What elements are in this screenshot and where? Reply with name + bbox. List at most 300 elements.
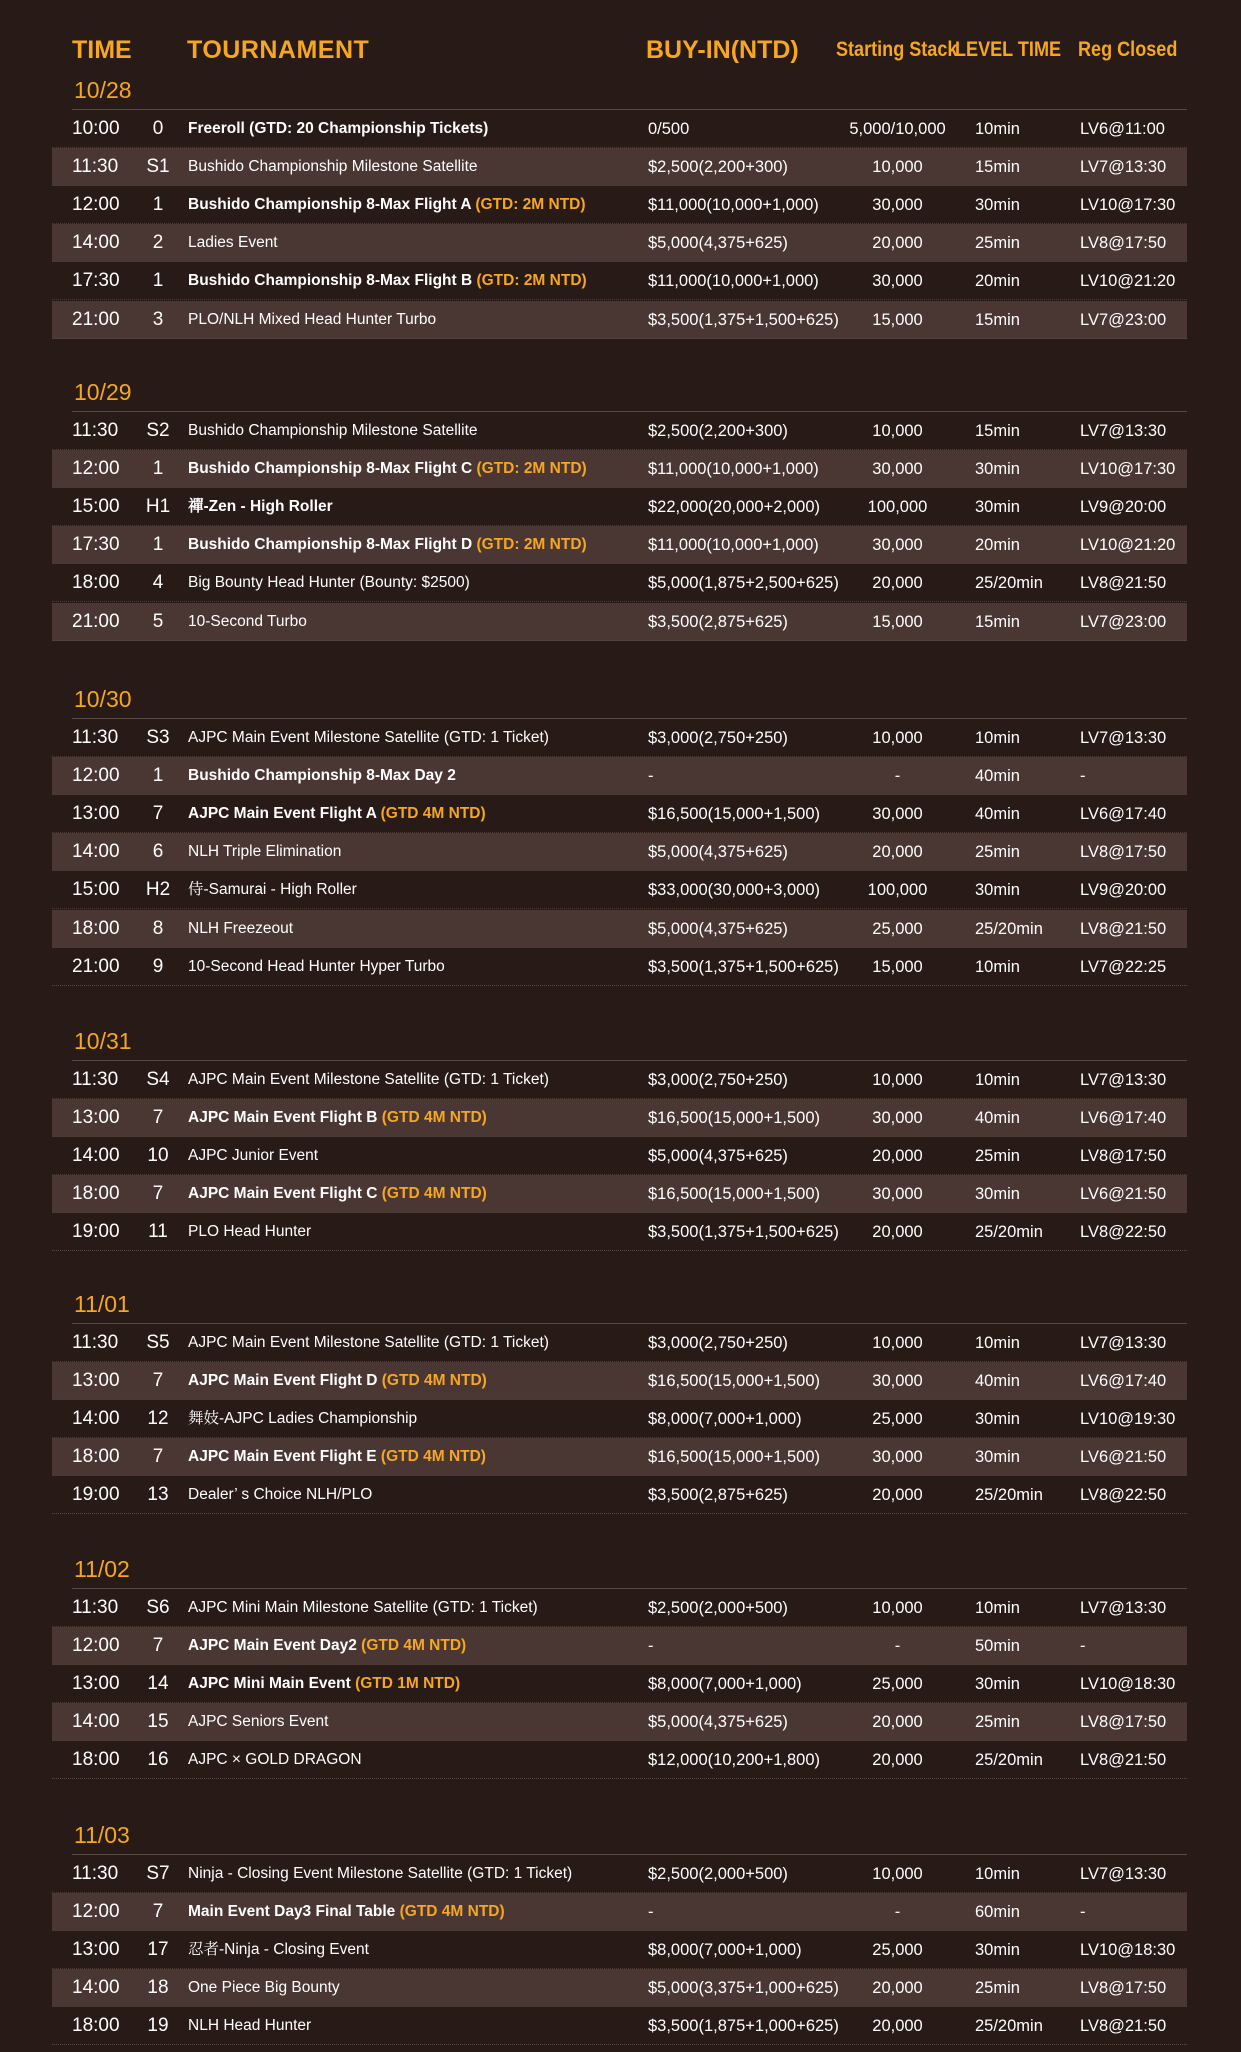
starting-stack: 30,000 — [872, 196, 923, 215]
event-number: 7 — [152, 1370, 164, 1392]
event-name — [188, 1099, 487, 1137]
level-time: 10min — [975, 1071, 1020, 1089]
starting-stack: 20,000 — [872, 1751, 923, 1770]
reg-closed: LV6@11:00 — [1080, 120, 1165, 138]
reg-closed: LV6@17:40 — [1080, 1372, 1167, 1391]
table-row — [52, 1362, 1187, 1400]
buy-in: $16,500(15,000+1,500) — [648, 1372, 821, 1391]
buy-in: $5,000(4,375+625) — [648, 843, 788, 862]
level-time: 20min — [975, 272, 1020, 291]
event-title: One Piece Big Bounty — [188, 1979, 340, 1997]
guarantee-label: (GTD: 2M NTD) — [476, 272, 587, 290]
event-title: Bushido Championship 8-Max Day 2 — [188, 767, 456, 785]
table-row — [52, 412, 1187, 450]
event-time: 18:00 — [72, 1183, 120, 1205]
event-time: 14:00 — [72, 1145, 120, 1167]
event-name — [188, 526, 587, 564]
starting-stack: 20,000 — [872, 2017, 923, 2036]
event-title: AJPC Main Event Milestone Satellite (GTD: 1 Ticket) — [188, 1334, 549, 1351]
table-row — [52, 224, 1187, 262]
event-number: 13 — [147, 1484, 169, 1506]
event-title: AJPC Mini Main Event — [188, 1675, 356, 1693]
event-name — [188, 1137, 318, 1175]
event-name — [188, 603, 307, 641]
table-row — [52, 757, 1187, 795]
table-row — [52, 1931, 1187, 1969]
starting-stack: 30,000 — [872, 1372, 923, 1391]
header-starting-stack: Starting Stack — [836, 38, 958, 61]
event-time: 14:00 — [72, 1711, 120, 1733]
event-title: Bushido Championship Milestone Satellite — [188, 422, 478, 439]
event-time: 19:00 — [72, 1484, 120, 1506]
guarantee-label: (GTD 4M NTD) — [380, 805, 486, 823]
event-number: 4 — [152, 572, 164, 594]
event-name — [188, 1362, 487, 1400]
event-name — [188, 564, 470, 602]
event-title: AJPC Main Event Milestone Satellite (GTD: 1 Ticket) — [188, 729, 549, 746]
level-time: 25/20min — [975, 1223, 1043, 1242]
event-title: 10-Second Turbo — [188, 612, 307, 630]
table-row — [52, 948, 1187, 986]
level-time: 10min — [975, 729, 1020, 747]
starting-stack: 10,000 — [872, 729, 923, 747]
event-name — [188, 1627, 466, 1665]
buy-in: $3,500(1,875+1,000+625) — [648, 2017, 839, 2036]
starting-stack: - — [894, 1637, 901, 1656]
table-row — [52, 301, 1187, 339]
starting-stack: 100,000 — [867, 498, 928, 517]
level-time: 15min — [975, 422, 1020, 440]
level-time: 25min — [975, 843, 1020, 862]
starting-stack: 25,000 — [872, 1941, 923, 1960]
buy-in: $3,500(2,875+625) — [648, 612, 788, 631]
event-number: 1 — [152, 765, 164, 787]
starting-stack: 20,000 — [872, 1713, 923, 1732]
guarantee-label: (GTD: 2M NTD) — [475, 196, 586, 214]
event-time: 12:00 — [72, 1901, 120, 1923]
date-heading: 11/02 — [72, 1551, 1187, 1589]
event-title: AJPC Main Event Flight A — [188, 805, 381, 823]
event-time: 12:00 — [72, 1635, 120, 1657]
buy-in: $16,500(15,000+1,500) — [648, 1185, 821, 1204]
reg-closed: LV10@18:30 — [1080, 1675, 1176, 1694]
event-number: S3 — [146, 727, 170, 748]
reg-closed: LV9@20:00 — [1080, 498, 1167, 517]
event-name — [188, 412, 478, 450]
event-time: 11:30 — [72, 727, 119, 748]
buy-in: 0/500 — [648, 120, 690, 138]
table-row — [52, 1665, 1187, 1703]
starting-stack: 20,000 — [872, 843, 923, 862]
event-number: 7 — [152, 1183, 164, 1205]
level-time: 25min — [975, 1713, 1020, 1732]
buy-in: - — [648, 1637, 654, 1656]
event-name — [188, 1476, 372, 1514]
event-number: 6 — [152, 841, 164, 863]
event-time: 11:30 — [72, 1069, 119, 1090]
reg-closed: LV10@19:30 — [1080, 1410, 1176, 1429]
starting-stack: 10,000 — [872, 1071, 923, 1089]
header-reg-closed: Reg Closed — [1078, 38, 1178, 61]
guarantee-label: (GTD: 2M NTD) — [476, 460, 587, 478]
level-time: 50min — [975, 1637, 1020, 1656]
event-time: 13:00 — [72, 1673, 120, 1695]
event-number: 7 — [152, 1901, 164, 1923]
event-title: 禪-Zen - High Roller — [188, 498, 333, 516]
event-title: AJPC Mini Main Milestone Satellite (GTD: 1 Ticket) — [188, 1599, 538, 1616]
event-number: 12 — [147, 1408, 169, 1430]
level-time: 30min — [975, 1675, 1020, 1694]
guarantee-label: (GTD 4M NTD) — [381, 1109, 487, 1127]
table-row — [52, 1099, 1187, 1137]
starting-stack: - — [894, 1903, 901, 1922]
starting-stack: 10,000 — [872, 158, 923, 177]
event-title: 10-Second Head Hunter Hyper Turbo — [188, 957, 445, 975]
reg-closed: LV8@22:50 — [1080, 1223, 1167, 1242]
buy-in: $33,000(30,000+3,000) — [648, 881, 821, 900]
event-time: 11:30 — [72, 156, 119, 178]
event-name — [188, 186, 586, 224]
level-time: 25/20min — [975, 574, 1043, 593]
event-title: Bushido Championship 8-Max Flight D — [188, 536, 477, 554]
event-number: 11 — [148, 1221, 168, 1243]
event-title: Freeroll (GTD: 20 Championship Tickets) — [188, 120, 489, 137]
header-buyin: BUY-IN(NTD) — [646, 36, 799, 64]
event-time: 12:00 — [72, 765, 120, 787]
starting-stack: 100,000 — [867, 881, 928, 900]
header-level-time: LEVEL TIME — [955, 38, 1062, 61]
date-heading: 11/01 — [72, 1286, 1187, 1324]
reg-closed: LV9@20:00 — [1080, 881, 1167, 900]
event-name — [188, 948, 445, 986]
level-time: 10min — [975, 120, 1020, 138]
event-title: Bushido Championship 8-Max Flight B — [188, 272, 477, 290]
event-number: 19 — [147, 2015, 169, 2037]
level-time: 40min — [975, 1109, 1020, 1128]
event-name — [188, 1589, 538, 1627]
level-time: 30min — [975, 498, 1020, 517]
buy-in: $3,500(1,375+1,500+625) — [648, 957, 839, 976]
event-time: 18:00 — [72, 572, 120, 594]
reg-closed: LV6@21:50 — [1080, 1448, 1167, 1467]
event-time: 18:00 — [72, 917, 120, 939]
buy-in: $5,000(1,875+2,500+625) — [648, 574, 839, 593]
table-row — [52, 1969, 1187, 2007]
level-time: 15min — [975, 612, 1020, 631]
event-name — [188, 833, 341, 871]
table-row — [52, 1893, 1187, 1931]
table-row — [52, 1741, 1187, 1779]
buy-in: $5,000(4,375+625) — [648, 234, 788, 253]
event-title: Bushido Championship 8-Max Flight A — [188, 196, 476, 214]
event-name — [188, 1931, 369, 1969]
table-row — [52, 833, 1187, 871]
starting-stack: 25,000 — [872, 1410, 923, 1429]
buy-in: $8,000(7,000+1,000) — [648, 1675, 802, 1694]
reg-closed: LV8@21:50 — [1080, 919, 1167, 938]
level-time: 30min — [975, 1185, 1020, 1204]
table-row — [52, 526, 1187, 564]
guarantee-label: (GTD 4M NTD) — [361, 1637, 467, 1655]
table-row — [52, 450, 1187, 488]
reg-closed: LV10@18:30 — [1080, 1941, 1176, 1960]
level-time: 20min — [975, 536, 1020, 555]
event-name — [188, 719, 549, 757]
reg-closed: LV8@21:50 — [1080, 2017, 1167, 2036]
date-heading: 10/29 — [72, 374, 1187, 412]
reg-closed: LV8@21:50 — [1080, 574, 1167, 593]
event-name — [188, 757, 456, 795]
event-title: AJPC Main Event Milestone Satellite (GTD: 1 Ticket) — [188, 1071, 549, 1088]
buy-in: $8,000(7,000+1,000) — [648, 1941, 802, 1960]
reg-closed: LV8@21:50 — [1080, 1751, 1167, 1770]
event-name — [188, 1741, 362, 1779]
guarantee-label: (GTD: 2M NTD) — [476, 536, 587, 554]
event-title: AJPC Seniors Event — [188, 1713, 329, 1731]
table-row — [52, 1175, 1187, 1213]
table-row — [52, 148, 1187, 186]
reg-closed: LV8@17:50 — [1080, 1713, 1167, 1732]
buy-in: $3,500(1,375+1,500+625) — [648, 1223, 839, 1242]
level-time: 25/20min — [975, 1751, 1043, 1770]
starting-stack: 15,000 — [872, 310, 923, 329]
level-time: 25min — [975, 1147, 1020, 1166]
reg-closed: LV8@17:50 — [1080, 843, 1167, 862]
event-title: AJPC × GOLD DRAGON — [188, 1751, 362, 1769]
event-name — [188, 1665, 460, 1703]
event-title: Bushido Championship Milestone Satellite — [188, 158, 478, 176]
table-row — [52, 1213, 1187, 1251]
event-time: 14:00 — [72, 1977, 120, 1999]
buy-in: $8,000(7,000+1,000) — [648, 1410, 802, 1429]
level-time: 10min — [975, 1334, 1020, 1352]
event-number: 0 — [152, 118, 164, 139]
event-title: Dealer’ s Choice NLH/PLO — [188, 1486, 373, 1504]
reg-closed: LV7@13:30 — [1080, 1865, 1167, 1883]
event-title: AJPC Main Event Flight D — [188, 1372, 382, 1390]
buy-in: $11,000(10,000+1,000) — [648, 460, 819, 479]
event-name — [188, 262, 587, 300]
table-row — [52, 186, 1187, 224]
event-number: S1 — [146, 156, 170, 178]
guarantee-label: (GTD 4M NTD) — [380, 1448, 486, 1466]
reg-closed: LV7@13:30 — [1080, 1599, 1167, 1617]
guarantee-label: (GTD 4M NTD) — [381, 1372, 487, 1390]
level-time: 40min — [975, 767, 1020, 786]
buy-in: $12,000(10,200+1,800) — [648, 1751, 821, 1770]
level-time: 30min — [975, 460, 1020, 479]
buy-in: $16,500(15,000+1,500) — [648, 1448, 821, 1467]
event-number: 15 — [147, 1711, 169, 1733]
buy-in: $16,500(15,000+1,500) — [648, 805, 821, 824]
event-name — [188, 450, 587, 488]
level-time: 25min — [975, 1979, 1020, 1998]
buy-in: $3,000(2,750+250) — [648, 1071, 788, 1089]
starting-stack: 30,000 — [872, 272, 923, 291]
starting-stack: 30,000 — [872, 536, 923, 555]
event-title: Big Bounty Head Hunter (Bounty: $2500) — [188, 574, 470, 592]
event-time: 21:00 — [72, 610, 120, 632]
reg-closed: LV7@23:00 — [1080, 310, 1167, 329]
event-time: 13:00 — [72, 1939, 120, 1961]
event-number: S4 — [146, 1069, 170, 1090]
level-time: 10min — [975, 1865, 1020, 1883]
level-time: 25/20min — [975, 1486, 1043, 1505]
event-title: NLH Head Hunter — [188, 2017, 312, 2035]
event-number: 1 — [152, 534, 164, 556]
event-time: 14:00 — [72, 841, 120, 863]
starting-stack: 30,000 — [872, 460, 923, 479]
event-title: AJPC Main Event Flight E — [188, 1448, 381, 1466]
starting-stack: 20,000 — [872, 1979, 923, 1998]
guarantee-label: (GTD 4M NTD) — [381, 1185, 487, 1203]
event-time: 11:30 — [72, 1332, 119, 1353]
event-number: 7 — [152, 1446, 164, 1468]
starting-stack: 10,000 — [872, 422, 923, 440]
event-title: AJPC Main Event Day2 — [188, 1637, 362, 1655]
table-row — [52, 1061, 1187, 1099]
event-name — [188, 871, 357, 909]
table-row — [52, 110, 1187, 148]
starting-stack: 15,000 — [872, 957, 923, 976]
table-row — [52, 1400, 1187, 1438]
buy-in: $5,000(3,375+1,000+625) — [648, 1979, 839, 1998]
level-time: 30min — [975, 1448, 1020, 1467]
starting-stack: 30,000 — [872, 1448, 923, 1467]
reg-closed: LV10@17:30 — [1080, 460, 1176, 479]
date-heading: 10/30 — [72, 681, 1187, 719]
event-number: S6 — [146, 1597, 170, 1618]
event-name — [188, 1438, 486, 1476]
event-name — [188, 1324, 549, 1362]
event-time: 17:30 — [72, 534, 120, 556]
event-name — [188, 1969, 340, 2007]
event-title: PLO Head Hunter — [188, 1223, 312, 1241]
event-title: 忍者-Ninja - Closing Event — [188, 1941, 369, 1959]
event-title: 侍-Samurai - High Roller — [188, 881, 357, 899]
level-time: 40min — [975, 1372, 1020, 1391]
buy-in: $11,000(10,000+1,000) — [648, 272, 819, 291]
buy-in: - — [648, 767, 654, 786]
event-number: S5 — [146, 1332, 170, 1353]
table-row — [52, 1438, 1187, 1476]
starting-stack: 30,000 — [872, 805, 923, 824]
event-time: 21:00 — [72, 308, 120, 330]
event-name — [188, 910, 293, 948]
table-row — [52, 1589, 1187, 1627]
starting-stack: 30,000 — [872, 1185, 923, 1204]
event-title: Ladies Event — [188, 234, 278, 252]
level-time: 30min — [975, 196, 1020, 215]
event-time: 18:00 — [72, 1446, 120, 1468]
table-row — [52, 795, 1187, 833]
reg-closed: LV8@17:50 — [1080, 1979, 1167, 1998]
event-number: 1 — [152, 194, 164, 216]
buy-in: $3,500(2,875+625) — [648, 1486, 788, 1505]
buy-in: $2,500(2,000+500) — [648, 1865, 788, 1883]
guarantee-label: (GTD 1M NTD) — [355, 1675, 461, 1693]
event-name — [188, 1893, 505, 1931]
reg-closed: LV7@13:30 — [1080, 1334, 1167, 1352]
event-number: 7 — [152, 1635, 164, 1657]
event-title: AJPC Main Event Flight C — [188, 1185, 382, 1203]
event-time: 18:00 — [72, 2015, 120, 2037]
event-title: 舞妓-AJPC Ladies Championship — [188, 1410, 418, 1428]
event-time: 11:30 — [72, 1863, 119, 1884]
event-time: 14:00 — [72, 232, 120, 254]
starting-stack: 10,000 — [872, 1599, 923, 1617]
buy-in: $2,500(2,000+500) — [648, 1599, 788, 1617]
starting-stack: 10,000 — [872, 1865, 923, 1883]
reg-closed: LV7@13:30 — [1080, 158, 1167, 177]
event-time: 13:00 — [72, 1370, 120, 1392]
event-title: AJPC Junior Event — [188, 1147, 319, 1165]
event-number: 8 — [152, 917, 164, 939]
event-number: 14 — [147, 1673, 169, 1695]
level-time: 40min — [975, 805, 1020, 824]
event-number: 1 — [152, 270, 164, 292]
event-name — [188, 1175, 487, 1213]
starting-stack: 20,000 — [872, 1223, 923, 1242]
event-number: 17 — [147, 1939, 169, 1961]
starting-stack: 15,000 — [872, 612, 923, 631]
date-heading: 11/03 — [72, 1817, 1187, 1855]
event-time: 12:00 — [72, 194, 120, 216]
level-time: 30min — [975, 881, 1020, 900]
level-time: 25/20min — [975, 2017, 1043, 2036]
event-title: NLH Triple Elimination — [188, 843, 342, 861]
buy-in: $3,000(2,750+250) — [648, 1334, 788, 1352]
event-number: 10 — [147, 1145, 169, 1167]
reg-closed: LV7@13:30 — [1080, 422, 1167, 440]
reg-closed: LV7@23:00 — [1080, 612, 1167, 631]
table-row — [52, 1137, 1187, 1175]
event-number: 2 — [152, 232, 164, 254]
event-name — [188, 110, 488, 148]
event-name — [188, 148, 478, 186]
reg-closed: - — [1080, 1637, 1086, 1656]
buy-in: $11,000(10,000+1,000) — [648, 196, 819, 215]
level-time: 25min — [975, 234, 1020, 253]
buy-in: $5,000(4,375+625) — [648, 1713, 788, 1732]
buy-in: $3,500(1,375+1,500+625) — [648, 310, 839, 329]
event-name — [188, 301, 436, 339]
event-time: 11:30 — [72, 1597, 119, 1618]
buy-in: - — [648, 1903, 654, 1922]
level-time: 30min — [975, 1941, 1020, 1960]
reg-closed: LV8@22:50 — [1080, 1486, 1167, 1505]
table-row — [52, 910, 1187, 948]
table-row — [52, 262, 1187, 300]
event-number: 5 — [152, 610, 164, 632]
event-time: 15:00 — [72, 879, 120, 901]
level-time: 25/20min — [975, 919, 1043, 938]
reg-closed: LV7@13:30 — [1080, 1071, 1167, 1089]
guarantee-label: (GTD 4M NTD) — [399, 1903, 505, 1921]
buy-in: $2,500(2,200+300) — [648, 422, 788, 440]
level-time: 15min — [975, 158, 1020, 177]
starting-stack: 25,000 — [872, 919, 923, 938]
event-time: 18:00 — [72, 1749, 120, 1771]
table-row — [52, 1627, 1187, 1665]
event-number: H1 — [145, 496, 171, 518]
event-time: 17:30 — [72, 270, 120, 292]
header-tournament: TOURNAMENT — [187, 36, 370, 64]
table-row — [52, 719, 1187, 757]
event-title: Bushido Championship 8-Max Flight C — [188, 460, 477, 478]
event-time: 11:30 — [72, 420, 119, 441]
level-time: 10min — [975, 957, 1020, 976]
